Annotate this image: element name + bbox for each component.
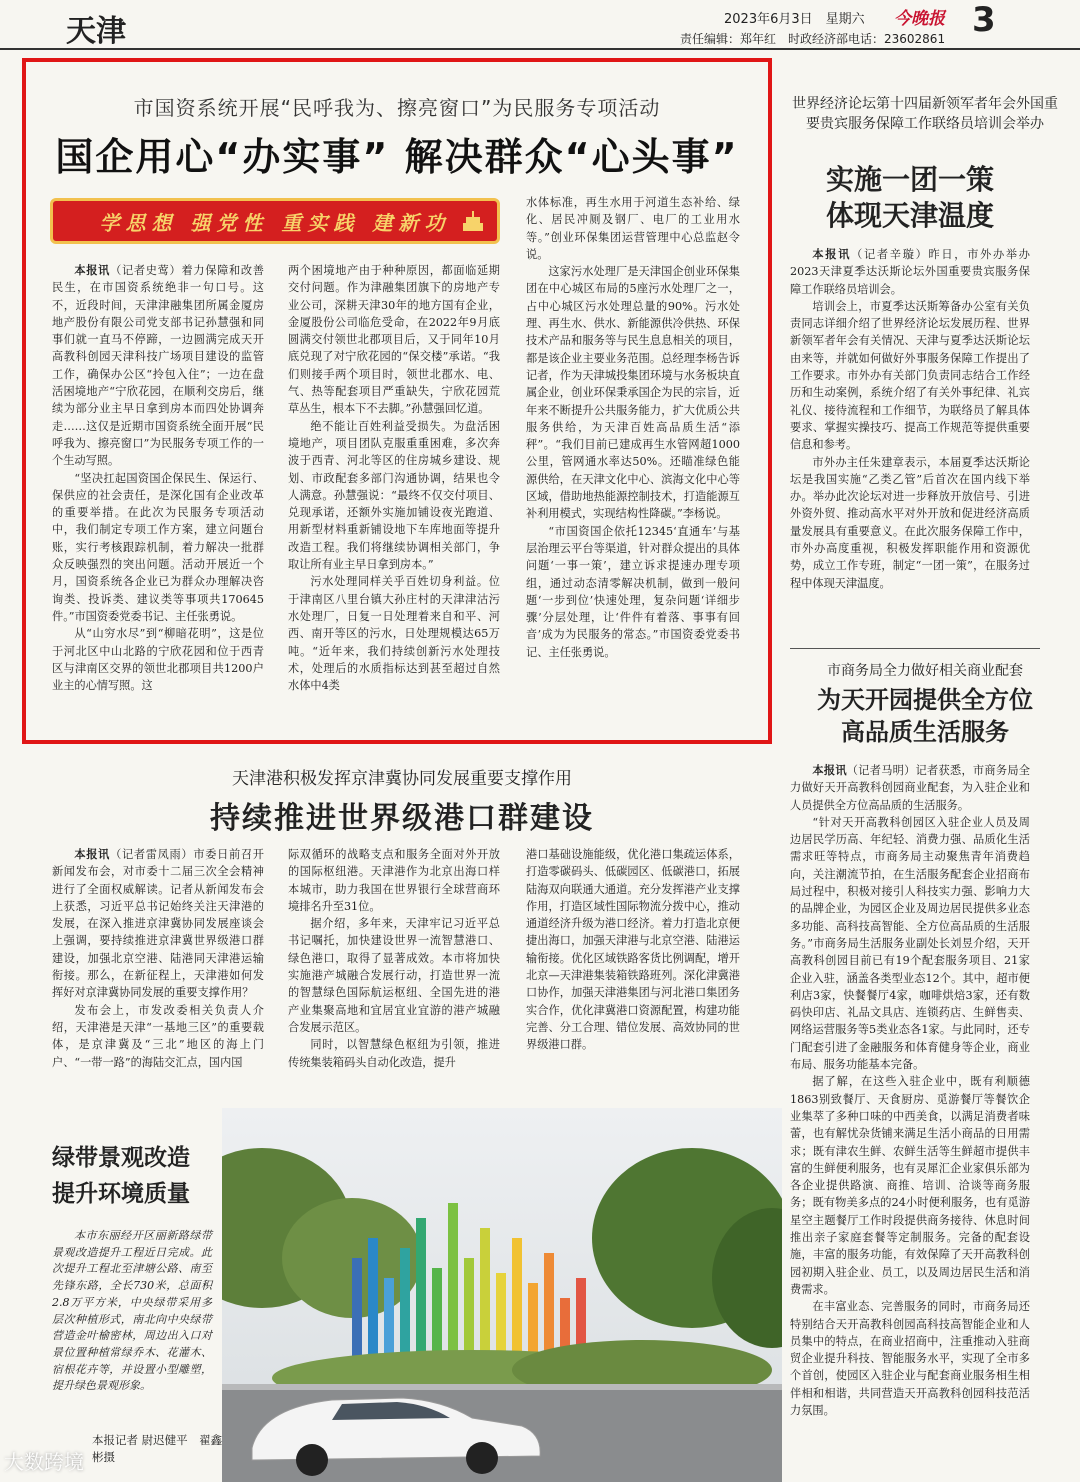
section-name: 天津 — [66, 14, 126, 49]
article1-column-3 — [526, 194, 740, 728]
paragraph: 据介绍，多年来，天津牢记习近平总书记嘱托，加快建设世界一流智慧港口、绿色港口，取得了显著成效。本市将加快实施港产城融合发展行动，打造世界一流的智慧绿色国际航运枢纽、全国先进的港产业集聚高地和宜居宜业宜游的港产城融合发展示范区。 — [288, 917, 500, 1034]
article4-column-2 — [288, 846, 500, 1092]
byline-label: 本报讯 — [812, 764, 847, 777]
section-divider — [790, 648, 1040, 649]
byline-reporter: （记者雷凤雨） — [110, 848, 194, 861]
byline-label: 本报讯 — [812, 248, 852, 261]
paragraph: 着力保障和改善民生，在市国资系统绝非一句口号。这不，近段时间，天津津融集团所属金厦房地产股份有限公司党支部书记孙慧强和同事们就一直马不停蹄，一边圆满完成天开高教科创园天津科技广场项目建设的监管工作，确保办公区“拎包入住”；一边在盘活困境地产“宁欣花园，在顺利交房后，继续为部分业主早日拿到房本而四处协调奔走……这仅是近期市国资系统全面开展“民呼我为、擦亮窗口”为民服务专项工作的一个生动写照。 — [52, 264, 264, 468]
paragraph: “针对天开高教科创园区入驻企业人员及周边居民学历高、年纪轻、消费力强、品质化生活需求旺等特点，市商务局主动聚焦青年消费趋向，关注潮流节拍，在生活服务配套企业招商布局过程中，积极对接引人科技实力强、影响力大的品牌企业，为园区企业及周边居民提供多业态多功能、高科技高智能、全方位高品质的生活服务。”市商务局生活服务业副处长刘昱介绍，天开高教科创园目前已有19个配套服务项目、21家企业入驻，涵盖各类型业态12个。其中，超市便利店3家，快餐餐厅4家，咖啡烘焙3家，还有数码快印店、礼品文具店、连锁药店、生鲜售卖、网络运营服务等5类业态各1家。与此同时，还专门配套引进了金融服务和体育健身等企业，商业布局、服务功能基本完备。 — [790, 815, 1030, 1072]
paragraph: 从“山穷水尽”到“柳暗花明”，这是位于河北区中山北路的宁欣花园和位于西青区与津南区交界的领世北郡项目共1200户业主的心情写照。这 — [52, 627, 264, 693]
paragraph: “坚决扛起国资国企保民生、保运行、保供应的社会责任，是深化国有企业改革的重要举措。在此次为民服务专项活动中，我们制定专项工作方案，建立问题台账，实行考核跟踪机制，着力解决一批群众反映强烈的突出问题。活动开展近一个月，国资系统各企业已为群众办理解决咨询类、投诉类、建议类等事项共170645件。”市国资委党委书记、主任张勇说。 — [52, 471, 264, 623]
paragraph: 港口基础设施能级，优化港口集疏运体系，打造零碳码头、低碳园区、低碳港口，拓展陆海双向联通大通道。充分发挥港产业支撑作用，打造区域性国际物流分拨中心，推动通道经济升级为港口经济。着力打造北京便捷出海口，加强天津港与北京空港、陆港运输衔接。优化区域铁路客货比例调配，增开北京—天津港集装箱铁路班列。深化津冀港口协作，加强天津港集团与河北港口集团务实合作，优化津冀港口资源配置，构建功能完善、分工合理、错位发展、高效协同的世界级港口群。 — [526, 848, 740, 1052]
newspaper-logo: 今晚报 — [894, 9, 945, 29]
byline-label: 本报讯 — [74, 848, 111, 861]
paragraph: 污水处理同样关乎百姓切身利益。位于津南区八里台镇大孙庄村的天津津沽污水处理厂，日复一日处理着来自和平、河西、南开等区的污水，日处理规模达65万吨。“近年来，我们持续创新污水处理技术，处理后的水质指标达到甚至超过自然水体中4类 — [288, 575, 500, 693]
editor-line: 责任编辑：郑年红 时政经济部电话：23602861 — [680, 32, 946, 46]
article1-column-2 — [288, 262, 500, 728]
paragraph: 市外办主任朱建章表示，本届夏季达沃斯论坛是我国实施“乙类乙管”后首次在国内线下举办。举办此次论坛对进一步释放开放信号、引进外资外贸、推动高水平对外开放和促进经济高质量发展具有重要意义。在此次服务保障工作中，市外办高度重视，积极发挥职能作用和资源优势，成立工作专班，制定“一团一策”，在服务过程中体现天津温度。 — [790, 455, 1030, 590]
credit-names: 尉迟健平 翟鑫彬摄 — [92, 1433, 223, 1464]
paragraph: 发布会上，市发改委相关负责人介绍，天津港是天津“一基地三区”的重要载体，是京津冀及“三北”地区的海上门户、“一带一路”的海陆交汇点，国内国 — [52, 1003, 264, 1069]
paragraph: 两个困境地产由于种种原因，都面临延期交付问题。作为津融集团旗下的房地产专业公司，深耕天津30年的地方国有企业，金厦股份公司临危受命，在2022年9月底圆满交付领世北郡项目后，又于同年10月底兑现了对宁欣花园的“保交楼”承诺。“我们则接手两个项目时，领世北郡水、电、气、热等配套项目严重缺失，宁欣花园荒草丛生，根本下不去脚。”孙慧强回忆道。 — [288, 264, 500, 416]
article4-column-1 — [52, 846, 264, 1092]
byline-reporter: （记者马明） — [846, 764, 916, 777]
paragraph: 培训会上，市夏季达沃斯筹备办公室有关负责同志详细介绍了世界经济论坛发展历程、世界新领军者年会有关情况、天津与夏季达沃斯论坛由来等，并就如何做好外事服务保障工作提出了工作要求。市外办有关部门负责同志结合工作经历和生动案例，系统介绍了有关外事纪律、礼宾礼仪、接待流程和工作细节，为联络员了解具体要求、掌握实操技巧、提高工作规范等提供重要信息和参考。 — [790, 299, 1030, 452]
paragraph: 绝不能让百姓利益受损失。为盘活困境地产，项目团队克服重重困难，多次奔波于西青、河北等区的住房城乡建设、规划、市政配套多部门沟通协调，结果也令人满意。孙慧强说：“最终不仅交付项目、兑现承诺，还额外实施加铺设夜光跑道、用新型材料重新铺设地下车库地面等提升改造工程。我们将继续协调相关部门，争取让所有业主早日拿到房本。” — [288, 419, 500, 572]
paragraph: 据了解，在这些入驻企业中，既有利顺德1863别致餐厅、天食厨房、觅游餐厅等餐饮企业集萃了多种口味的中西美食，以满足消费者味蕾，也有解忧杂货铺来满足生活小商品的日用需求；既有津农生鲜、农鲜生活等生鲜超市提供丰富的生鲜便利服务，也有灵犀汇企业家俱乐部为各企业提供路演、商推、培训、洽谈等商务服务；既有物美多点的24小时便利服务，也有觅游星空主题餐厅工作时段提供商务接待、休息时间推出亲子家庭套餐等定制服务。完备的配套设施，丰富的服务功能，有效保障了天开高教科创园初期入驻企业、员工，以及周边居民生活和消费需求。 — [790, 1075, 1030, 1296]
paragraph: 这家污水处理厂是天津国企创业环保集团在中心城区布局的5座污水处理厂之一，占中心城区污水处理总量的90%。污水处理、再生水、供水、新能源供冷供热、环保技术产品和服务等与民生息息相关的项目，都是该企业主要业务范围。总经理李杨告诉记者，作为天津城投集团环境与水务板块直属企业，创业环保秉承国企为民的宗旨，近年来不断提升公共服务能力，扩大优质公共服务供给，为天津百姓高品质生活“添秤”。“我们目前已建成再生水管网超1000公里，管网通水率达50%。还瞄准绿色能源供给，在天津文化中心、滨海文化中心等区域，借助地热能源控制技术，打造能源互补利用模式，实现结构性降碳。”李杨说。 — [526, 265, 740, 521]
paragraph: 市委日前召开新闻发布会，对市委十二届三次全会精神进行了全面权威解读。记者从新闻发布会上获悉，习近平总书记始终关注天津港的发展，在深入推进京津冀协同发展座谈会上强调，要持续推进京津冀世界级港口群建设，加强北京空港、陆港同天津港运输衔接。那么，在新征程上，天津港如何发挥好对京津冀协同发展的重要支撑作用？ — [52, 848, 264, 1000]
paragraph: 昨日，市外办举办2023天津夏季达沃斯论坛外国重要贵宾服务保障工作联络员培训会。 — [790, 248, 1030, 296]
byline-label: 本报讯 — [74, 264, 111, 277]
article1-column-1 — [52, 262, 264, 728]
paragraph: “市国资国企依托12345‘直通车’与基层治理云平台等渠道，针对群众提出的具体问题‘一事一策’，建立诉求提速办理专项组，通过动态清零解决机制，做到一般问题‘一步到位’快速处理，复杂问题‘详细步骤’分层处理，让‘件件有着落、事事有回音’成为为民服务的常态。”市国资委党委书记、主任张勇说。 — [526, 524, 740, 659]
article5-body — [52, 1228, 212, 1395]
slogan-banner — [50, 198, 500, 244]
paragraph: 在丰富业态、完善服务的同时，市商务局还特别结合天开高教科创园高科技高智能企业和人员集中的特点，在商业招商中，注重推动入驻商贸企业提升科技、智能服务水平，实现了全市多个首创，使园区入驻企业与配套商业服务相生相伴相和相谐，共同营造天开高教科创园科技范活力氛围。 — [790, 1300, 1030, 1417]
watermark-text: 大数跨境 — [4, 1450, 84, 1474]
paragraph: 际双循环的战略支点和服务全面对外开放的国际枢纽港。天津港作为北京出海口样本城市，助力我国在世界银行全球营商环境排名升至31位。 — [288, 848, 500, 913]
green-belt-sculpture-image — [222, 1108, 782, 1482]
great-hall-icon — [461, 209, 485, 233]
article5-title: 绿带景观改造 提升环境质量 — [52, 1145, 190, 1207]
article2-title: 实施一团一策 体现天津温度 — [825, 163, 994, 232]
photo-credit — [92, 1432, 232, 1466]
byline-reporter: （记者史莺） — [110, 264, 182, 277]
paragraph: 本市东丽经开区丽新路绿带景观改造提升工程近日完成。此次提升工程北至津塘公路、南至先锋东路，全长730米，总面积2.8万平方米，中央绿带采用多层次种植形式，南北向中央绿带营造金叶榆密林，周边出入口对景位置种植常绿乔木、花灌木、宿根花卉等，并设置小型雕塑，提升绿色景观形象。 — [52, 1229, 212, 1393]
issue-date: 2023年6月3日 星期六 — [724, 12, 865, 27]
article1-title: 国企用心“办实事” 解决群众“心头事” — [55, 135, 739, 179]
credit-label: 本报记者 — [92, 1433, 138, 1447]
byline-reporter: （记者辛璇） — [851, 248, 929, 261]
page-number: 3 — [972, 0, 996, 40]
masthead — [0, 0, 1080, 50]
slogan-text: 学思想 强党性 重实践 建新功 — [99, 210, 451, 235]
article3-body — [790, 762, 1030, 1474]
article3-kicker: 市商务局全力做好相关商业配套 — [827, 663, 1023, 679]
paragraph: 记者获悉，市商务局全力做好天开高教科创园商业配套，为入驻企业和人员提供全方位高品质的生活服务。 — [790, 764, 1030, 812]
article2-body — [790, 246, 1030, 636]
article3-title: 为天开园提供全方位 高品质生活服务 — [817, 686, 1033, 746]
landscape-photo — [222, 1108, 782, 1482]
article2-kicker: 世界经济论坛第十四届新领军者年会外国重要贵宾服务保障工作联络员培训会举办 — [792, 96, 1058, 132]
article4-title: 持续推进世界级港口群建设 — [210, 801, 594, 836]
article4-column-3 — [526, 846, 740, 1092]
article4-kicker: 天津港积极发挥京津冀协同发展重要支撑作用 — [232, 769, 572, 789]
paragraph: 水体标准，再生水用于河道生态补给、绿化、居民冲厕及钢厂、电厂的工业用水等。”创业环保集团运营管理中心总监赵令说。 — [526, 196, 740, 261]
paragraph: 同时，以智慧绿色枢纽为引领，推进传统集装箱码头自动化改造，提升 — [288, 1038, 500, 1069]
article1-kicker: 市国资系统开展“民呼我为、擦亮窗口”为民服务专项活动 — [133, 96, 661, 120]
